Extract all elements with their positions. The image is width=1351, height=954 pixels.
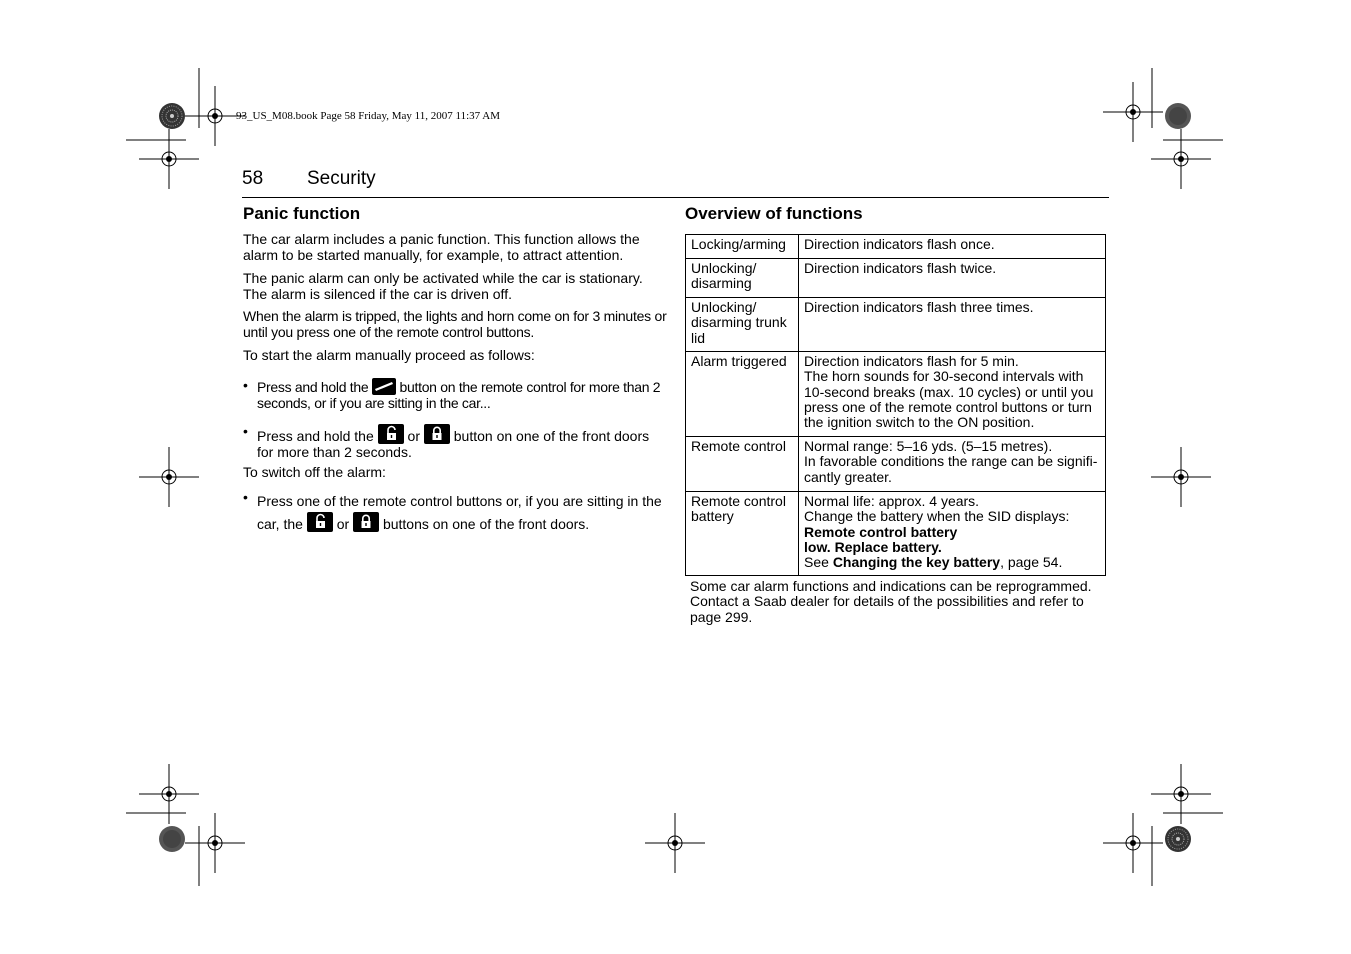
star-target-icon xyxy=(159,103,185,129)
table-row xyxy=(686,298,1106,352)
panic-key-icon xyxy=(372,378,396,395)
crosshair-icon xyxy=(1103,82,1163,142)
lock-icon xyxy=(353,512,379,532)
desc-line: Direction indicators flash for 5 min. xyxy=(804,353,1019,369)
bullet-text: button on one of the front doors for more than 2 seconds. xyxy=(257,428,650,460)
panic-para-2: The panic alarm can only be activated while the car is stationary. The alarm is silenced if the car is driven off. xyxy=(243,270,643,302)
see-suffix: , page 54. xyxy=(1000,554,1063,571)
table-row xyxy=(686,259,1106,298)
overview-note: Some car alarm functions and indications can be reprogrammed. Contact a Saab dealer for details of the possibilities and refer to page 299. xyxy=(690,578,1092,625)
dark-target-icon xyxy=(1165,103,1191,129)
lock-icon xyxy=(424,424,450,444)
crosshair-icon xyxy=(139,129,199,189)
desc-line: Direction indicators flash twice. xyxy=(804,260,997,276)
unlock-icon xyxy=(378,424,404,444)
table-row xyxy=(686,437,1106,492)
crosshair-icon xyxy=(1151,764,1211,824)
see-link-text: Changing the key battery xyxy=(832,554,1001,571)
bullet-text: button on the remote control for more than 2 seconds, or if you are sitting in the car... xyxy=(257,379,661,411)
table-row xyxy=(686,492,1106,576)
star-target-icon xyxy=(1165,826,1191,852)
desc-line: Normal range: 5–16 yds. (5–15 metres). xyxy=(804,438,1053,454)
row-label: Unlocking/ disarming trunk lid xyxy=(686,298,799,352)
bullet-text: or xyxy=(336,516,350,532)
row-label: Remote control xyxy=(686,437,799,492)
panic-heading: Panic function xyxy=(243,204,361,223)
panic-para-1: The car alarm includes a panic function. This function allows the alarm to be started manually, for example, to attract attention. xyxy=(243,231,640,263)
panic-para-5: To switch off the alarm: xyxy=(243,464,386,480)
see-prefix: See xyxy=(804,554,829,571)
see-reference xyxy=(804,555,1101,570)
row-desc xyxy=(799,352,1106,437)
panic-para-4: To start the alarm manually proceed as follows: xyxy=(243,347,535,363)
bullet-text: buttons on one of the front doors. xyxy=(382,516,590,532)
row-desc xyxy=(799,259,1106,298)
desc-line: In favorable conditions the range can be signifi-cantly greater. xyxy=(804,453,1098,485)
desc-line: Change the battery when the SID displays: xyxy=(804,508,1070,525)
desc-line: Normal life: approx. 4 years. xyxy=(804,493,980,509)
unlock-icon xyxy=(307,512,333,532)
crosshair-icon xyxy=(185,813,245,873)
bullet-text: or xyxy=(407,428,420,444)
panic-para-3: When the alarm is tripped, the lights and horn come on for 3 minutes or until you press one of the remote control buttons. xyxy=(243,308,667,340)
row-desc xyxy=(799,437,1106,492)
row-desc xyxy=(799,235,1106,259)
bullet-dot: • xyxy=(243,423,248,439)
bullet-text: Press and hold the xyxy=(257,428,374,444)
row-label: Locking/arming xyxy=(686,235,799,259)
crosshair-icon xyxy=(139,447,199,507)
desc-line: Direction indicators flash once. xyxy=(804,236,995,252)
section-title: Security xyxy=(307,168,376,189)
bullet-text: Press one of the remote control buttons or, if you are sitting in the car, the xyxy=(257,493,662,532)
sid-message: Remote control battery xyxy=(804,523,958,540)
book-info: 93_US_M08.book Page 58 Friday, May 11, 2007 11:37 AM xyxy=(236,110,500,122)
crosshair-icon xyxy=(645,813,705,873)
crosshair-icon xyxy=(139,764,199,824)
crosshair-icon xyxy=(1151,447,1211,507)
crosshair-icon xyxy=(1151,129,1211,189)
bullet-dot: • xyxy=(243,489,248,505)
desc-line: Direction indicators flash three times. xyxy=(804,299,1034,315)
dark-target-icon xyxy=(159,826,185,852)
sid-message: low. Replace battery. xyxy=(804,538,942,555)
desc-line: The horn sounds for 30-second intervals with 10-second breaks (max. 10 cycles) or until you press one of the remote control buttons or turn the ignition switch to the ON position. xyxy=(804,368,1094,431)
overview-heading: Overview of functions xyxy=(685,204,863,223)
overview-table xyxy=(685,234,1106,576)
table-row xyxy=(686,352,1106,437)
row-desc xyxy=(799,298,1106,352)
row-desc xyxy=(799,492,1106,576)
table-row xyxy=(686,235,1106,259)
bullet-dot: • xyxy=(243,377,248,393)
row-label: Remote control battery xyxy=(686,492,799,576)
page-number: 58 xyxy=(242,168,264,189)
row-label: Alarm triggered xyxy=(686,352,799,437)
header-rule xyxy=(242,197,1109,198)
crosshair-icon xyxy=(1103,813,1163,873)
bullet-text: Press and hold the xyxy=(257,379,369,395)
row-label: Unlocking/ disarming xyxy=(686,259,799,298)
